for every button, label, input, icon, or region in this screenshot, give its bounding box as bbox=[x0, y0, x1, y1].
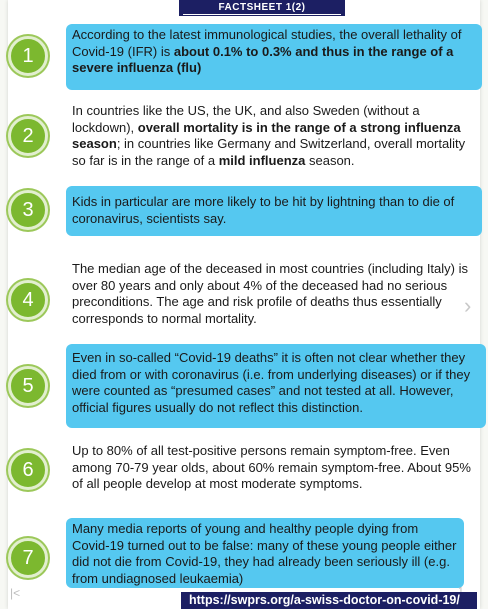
number-badge-3: 3 bbox=[8, 190, 48, 230]
fact-text-2-b: overall mortality is in the range of a strong influenza season bbox=[72, 119, 461, 151]
fact-text-2-e: season. bbox=[305, 152, 355, 168]
fact-item-6 bbox=[8, 440, 488, 500]
number-badge-7: 7 bbox=[8, 538, 48, 578]
fact-text-2-c: ; in countries like Germany and Switzerland, overall mortality so far is in the range of a bbox=[72, 136, 466, 168]
fact-text-5-a: Even in so-called “Covid-19 deaths” it is often not clear whether they died from or with coronavirus (i.e. from underlying diseases) or if they were counted as “presumed cases” and not tested at all. However, official figures usually do not reflect this distinction. bbox=[72, 350, 471, 415]
fact-item-7 bbox=[8, 518, 488, 588]
number-badge-1: 1 bbox=[8, 36, 48, 76]
factsheet-title: FACTSHEET 1(2) bbox=[179, 0, 345, 16]
fact-text-1-b: about 0.1% to 0.3% and thus in the range of a severe influenza (flu) bbox=[72, 43, 454, 75]
fact-text-3 bbox=[66, 186, 482, 236]
fact-text-2 bbox=[66, 100, 486, 172]
fact-item-1 bbox=[8, 22, 488, 90]
fact-item-5 bbox=[8, 344, 488, 428]
fact-text-7-a: Many media reports of young and healthy people dying from Covid-19 turned out to be false: many of these young people either did not die from Covid-19, they had already been seriously ill (e.g. from undiagnosed leukaemia) bbox=[72, 521, 457, 586]
fact-item-4 bbox=[8, 258, 488, 334]
fact-item-3 bbox=[8, 186, 488, 238]
number-badge-2: 2 bbox=[8, 116, 48, 156]
fact-text-5 bbox=[66, 344, 486, 428]
next-page-chevron-icon[interactable]: › bbox=[464, 293, 472, 318]
fact-text-1 bbox=[66, 24, 482, 90]
fact-text-3-a: Kids in particular are more likely to be hit by lightning than to die of coronavirus, scientists say. bbox=[72, 194, 455, 226]
fact-text-4-a: The median age of the deceased in most countries (including Italy) is over 80 years and only about 4% of the deceased had no serious preconditions. The age and risk profile of deaths thus essentially corresponds to normal mortality. bbox=[72, 261, 468, 326]
source-url-link[interactable]: https://swprs.org/a-swiss-doctor-on-covid-19/ bbox=[181, 592, 477, 609]
previous-page-icon[interactable]: |< bbox=[10, 586, 21, 600]
fact-text-1-a: According to the latest immunological studies, the overall lethality of Covid-19 (IFR) is bbox=[72, 27, 462, 59]
fact-text-2-d: mild influenza bbox=[218, 152, 306, 168]
number-badge-6: 6 bbox=[8, 450, 48, 490]
number-badge-5: 5 bbox=[8, 366, 48, 406]
fact-text-7 bbox=[66, 518, 464, 588]
fact-text-6 bbox=[66, 440, 486, 496]
number-badge-4: 4 bbox=[8, 280, 48, 320]
fact-text-2-a: In countries like the US, the UK, and also Sweden (without a lockdown), bbox=[72, 103, 420, 135]
fact-item-2 bbox=[8, 100, 488, 170]
fact-text-4 bbox=[66, 258, 486, 330]
fact-text-6-a: Up to 80% of all test-positive persons remain symptom-free. Even among 70-79 year olds, about 60% remain symptom-free. About 95% of all people develop at most moderate symptoms. bbox=[72, 443, 471, 491]
